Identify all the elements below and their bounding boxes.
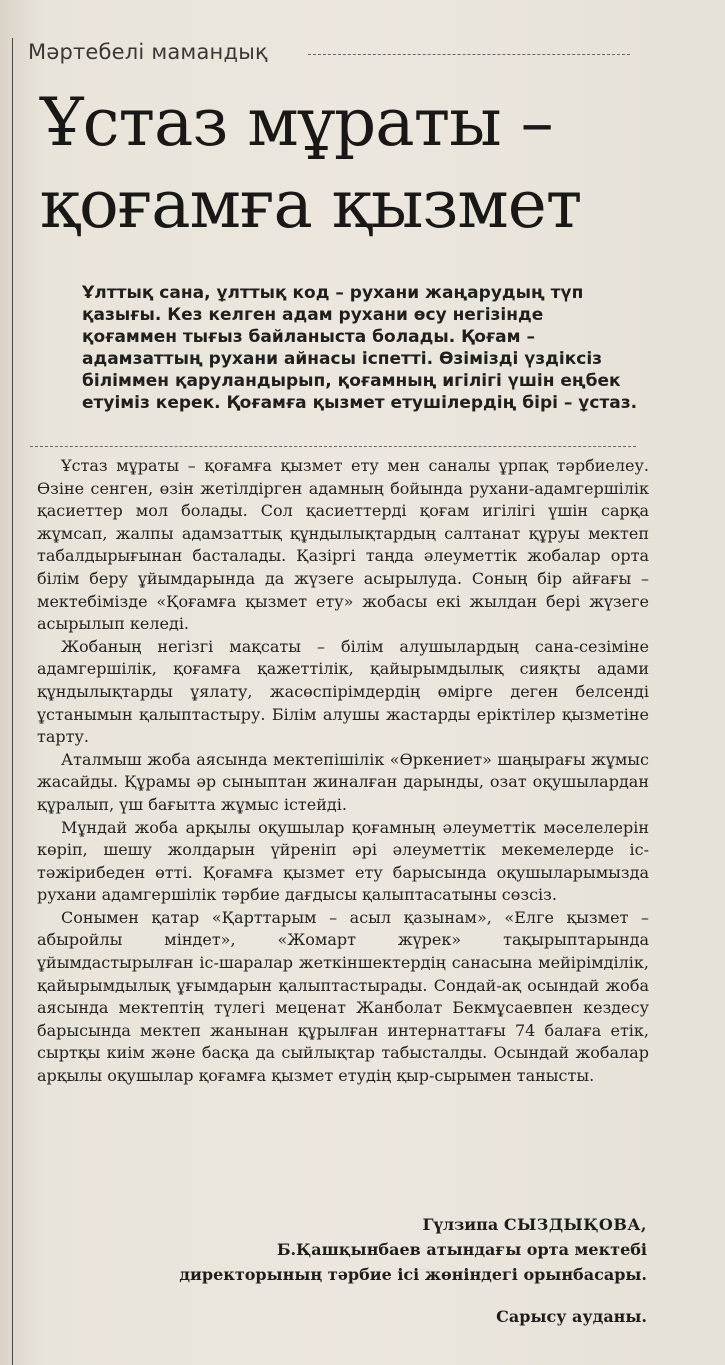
- rubric-label: Мәртебелі мамандық: [28, 40, 268, 64]
- body-paragraph: Мұндай жоба арқылы оқушылар қоғамның әлеуметтік мәселелерін көріп, шешу жолдарын үйреніп әрі әлеуметтік мекемелерде іс-тәжірибеден өтті. Қоғамға қызмет ету барысында оқушыларымызда рухани адамгершілік тәрбие дағдысы қалыптасатыны сөзсіз.: [37, 817, 649, 905]
- article-headline: [40, 82, 581, 246]
- article-body: [37, 455, 649, 1088]
- body-paragraph: Жобаның негізгі мақсаты – білім алушылардың сана-сезіміне адамгершілік, қоғамға қажеттілік, қайырымдылық сияқты адами құндылықтарды ұялату, жасөспірімдердің өмірге деген белсенді ұстанымын қалыптастыру. Білім алушы жастарды еріктілер қызметіне тарту.: [37, 636, 649, 747]
- rubric-divider: [308, 54, 630, 55]
- body-paragraph: Сонымен қатар «Қарттарым – асыл қазынам», «Елге қызмет – абыройлы міндет», «Жомарт жүрек» тақырыптарында ұйымдастырылған іс-шаралар жеткіншектердің санасына мейірімділік, қайырымдылық ұғымдарын қалыптастырады. Сондай-ақ осындай жоба аясында мектептің түлегі меценат Жанболат Бекмұсаевпен кездесу барысында мектеп жанынан құрылған интернаттағы 74 балаға етік, сыртқы киім және басқа да сыйлықтар табысталды. Осындай жобалар арқылы оқушылар қоғамға қызмет етудің қыр-сырымен танысты.: [37, 907, 649, 1086]
- author-name: [87, 1212, 647, 1237]
- author-position: директорының тәрбие ісі жөніндегі орынбасары.: [179, 1265, 647, 1284]
- author-signature: [87, 1212, 647, 1287]
- author-surname: СЫЗДЫҚОВА,: [503, 1215, 647, 1234]
- author-first-name: Гүлзипа: [422, 1215, 499, 1234]
- column-divider: [12, 38, 13, 1365]
- body-paragraph: Аталмыш жоба аясында мектепішілік «Өркениет» шаңырағы жұмыс жасайды. Құрамы әр сыныптан жиналған дарынды, озат оқушылардан құралып, үш бағытта жұмыс істейді.: [37, 749, 649, 814]
- author-district: Сарысу ауданы.: [496, 1307, 647, 1326]
- lead-divider: [30, 446, 636, 447]
- body-paragraph: Ұстаз мұраты – қоғамға қызмет ету мен саналы ұрпақ тәрбиелеу. Өзіне сенген, өзін жетілдірген адамның бойында рухани-адамгершілік қасиеттер мол болады. Сол қасиеттерді қоғам игілігі үшін сарқа жұмсап, жалпы адамзаттық құндылықтардың салтанат құруы мектеп табалдырығынан басталады. Қазіргі таңда әлеуметтік жобалар орта білім беру ұйымдарында да жүзеге асырылуда. Соның бір айғағы – мектебімізде «Қоғамға қызмет ету» жобасы екі жылдан бері жүзеге асырылып келеді.: [37, 456, 649, 634]
- article-lead: Ұлттық сана, ұлттық код – рухани жаңарудың түп қазығы. Кез келген адам рухани өсу негізінде қоғаммен тығыз байланыста болады. Қоғам – адамзаттың рухани айнасы іспетті. Өзімізді үздіксіз біліммен қаруландырып, қоғамның игілігі үшін еңбек етуіміз керек. Қоғамға қызмет етушілердің бірі – ұстаз.: [82, 283, 638, 413]
- headline-line-2: қоғамға қызмет: [40, 166, 582, 243]
- headline-line-1: Ұстаз мұраты –: [40, 84, 553, 161]
- author-school: Б.Қашқынбаев атындағы орта мектебі: [276, 1240, 647, 1259]
